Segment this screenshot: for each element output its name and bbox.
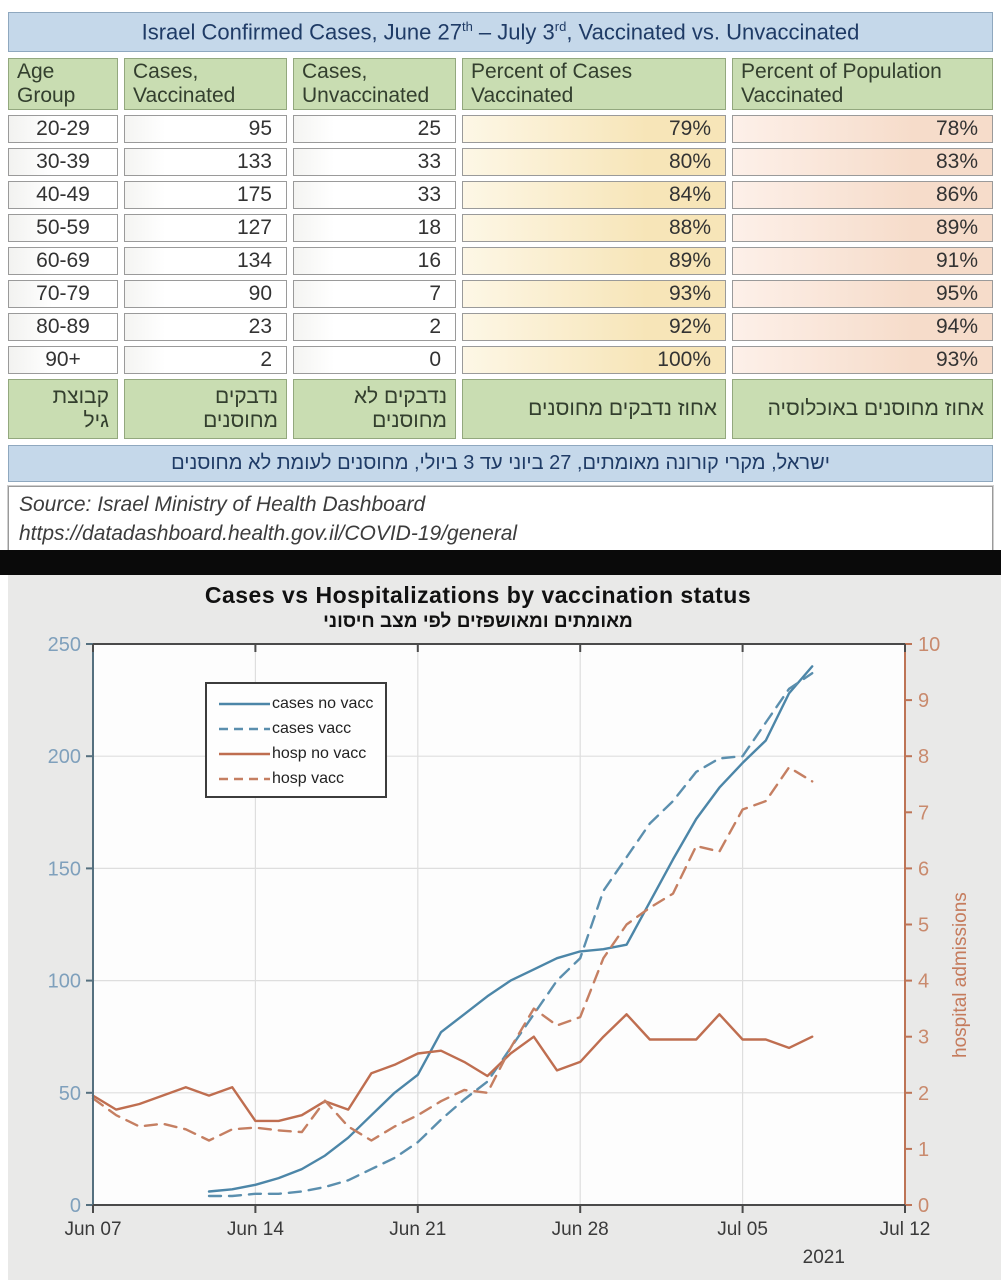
right-tick-label: 2 — [918, 1082, 930, 1105]
chart-subtitle-hebrew: מאומתים ומאושפזים לפי מצב חיסוני — [323, 611, 633, 632]
legend-line-marker — [217, 698, 272, 710]
cell-cases-unvaccinated: 33 — [293, 148, 456, 176]
x-tick-label: Jul 05 — [717, 1219, 768, 1240]
legend-item-hosp-no-vacc — [217, 741, 373, 766]
left-tick-label: 100 — [47, 970, 81, 993]
cell-pct-population: 89% — [732, 214, 993, 242]
year-label: 2021 — [802, 1247, 845, 1268]
footer-pct-cases-hebrew: אחוז נדבקים מחוסנים — [462, 379, 726, 439]
right-tick-label: 9 — [918, 690, 930, 713]
footer-age-group-hebrew: קבוצת גיל — [8, 379, 118, 439]
column-header-age-group: Age Group — [8, 58, 118, 110]
left-tick-label: 250 — [47, 634, 81, 656]
cell-pct-population: 94% — [732, 313, 993, 341]
column-header-pct-population-vaccinated: Percent of Population Vaccinated — [732, 58, 993, 110]
table-title-text-2: – July 3 — [472, 19, 555, 45]
table-title-text: Israel Confirmed Cases, June 27 — [141, 19, 462, 45]
right-tick-label: 10 — [918, 634, 941, 656]
cell-cases-vaccinated: 90 — [124, 280, 287, 308]
cell-pct-cases: 100% — [462, 346, 726, 374]
superscript-rd: rd — [554, 19, 567, 34]
cell-age: 80-89 — [8, 313, 118, 341]
chart-panel — [8, 575, 1001, 1280]
right-tick-label: 4 — [918, 970, 930, 993]
cell-cases-unvaccinated: 18 — [293, 214, 456, 242]
cell-pct-cases: 88% — [462, 214, 726, 242]
cell-cases-vaccinated: 133 — [124, 148, 287, 176]
footer-cases-vaccinated-hebrew: נדבקים מחוסנים — [124, 379, 287, 439]
left-tick-label: 0 — [69, 1195, 81, 1217]
cell-pct-cases: 89% — [462, 247, 726, 275]
legend-line-marker — [217, 773, 272, 785]
footer-cases-unvaccinated-hebrew: נדבקים לא מחוסנים — [293, 379, 456, 439]
cell-cases-unvaccinated: 16 — [293, 247, 456, 275]
legend-item-cases-no-vacc — [217, 691, 373, 716]
legend-item-hosp-vacc — [217, 766, 373, 791]
table-grid — [8, 58, 993, 374]
right-tick-label: 0 — [918, 1195, 930, 1217]
x-tick-label: Jun 14 — [226, 1219, 284, 1240]
cell-age: 30-39 — [8, 148, 118, 176]
x-tick-label: Jun 28 — [551, 1219, 609, 1240]
cell-pct-cases: 79% — [462, 115, 726, 143]
cell-cases-unvaccinated: 0 — [293, 346, 456, 374]
cell-cases-vaccinated: 23 — [124, 313, 287, 341]
right-tick-label: 6 — [918, 858, 930, 881]
cell-age: 90+ — [8, 346, 118, 374]
hebrew-caption: ישראל, מקרי קורונה מאומתים, 27 ביוני עד 3 ביולי, מחוסנים לעומת לא מחוסנים — [8, 445, 993, 482]
legend-label: hosp no vacc — [272, 744, 367, 762]
cell-age: 20-29 — [8, 115, 118, 143]
cell-pct-population: 95% — [732, 280, 993, 308]
right-tick-label: 5 — [918, 914, 930, 937]
cell-age: 70-79 — [8, 280, 118, 308]
cell-pct-population: 93% — [732, 346, 993, 374]
cell-cases-vaccinated: 127 — [124, 214, 287, 242]
cell-pct-population: 86% — [732, 181, 993, 209]
legend-item-cases-vacc — [217, 716, 373, 741]
cell-cases-vaccinated: 2 — [124, 346, 287, 374]
column-header-pct-cases-vaccinated: Percent of Cases Vaccinated — [462, 58, 726, 110]
cell-age: 40-49 — [8, 181, 118, 209]
cell-pct-cases: 93% — [462, 280, 726, 308]
cell-age: 50-59 — [8, 214, 118, 242]
column-header-cases-unvaccinated: Cases, Unvaccinated — [293, 58, 456, 110]
table-title-text-3: , Vaccinated vs. Unvaccinated — [566, 19, 860, 45]
chart-title: Cases vs Hospitalizations by vaccination status — [204, 582, 752, 608]
footer-pct-population-hebrew: אחוז מחוסנים באוכלוסיה — [732, 379, 993, 439]
cell-cases-unvaccinated: 7 — [293, 280, 456, 308]
source-box — [8, 486, 993, 553]
cell-pct-cases: 80% — [462, 148, 726, 176]
cell-cases-unvaccinated: 33 — [293, 181, 456, 209]
cell-pct-population: 78% — [732, 115, 993, 143]
cell-age: 60-69 — [8, 247, 118, 275]
covid-table — [8, 12, 993, 553]
separator-bar — [0, 550, 1001, 575]
right-tick-label: 8 — [918, 746, 930, 769]
chart-legend — [205, 682, 387, 798]
cell-pct-population: 91% — [732, 247, 993, 275]
line-chart — [8, 575, 1001, 1280]
cell-pct-cases: 92% — [462, 313, 726, 341]
table-title — [8, 12, 993, 52]
x-tick-label: Jul 12 — [879, 1219, 931, 1240]
left-tick-label: 50 — [58, 1082, 81, 1105]
right-tick-label: 1 — [918, 1138, 930, 1161]
left-tick-label: 200 — [47, 746, 81, 769]
x-tick-label: Jun 07 — [64, 1219, 122, 1240]
legend-label: hosp vacc — [272, 769, 345, 787]
legend-line-marker — [217, 748, 272, 760]
right-axis-label: hospital admissions — [950, 892, 971, 1058]
cell-pct-population: 83% — [732, 148, 993, 176]
table-footer-grid — [8, 379, 993, 439]
superscript-th: th — [461, 19, 473, 34]
x-tick-label: Jun 21 — [389, 1219, 447, 1240]
cell-cases-unvaccinated: 25 — [293, 115, 456, 143]
source-url: https://datadashboard.health.gov.il/COVID-19/general — [19, 521, 518, 545]
right-tick-label: 3 — [918, 1026, 930, 1049]
legend-label: cases no vacc — [272, 694, 374, 712]
legend-line-marker — [217, 723, 272, 735]
cell-cases-unvaccinated: 2 — [293, 313, 456, 341]
cell-pct-cases: 84% — [462, 181, 726, 209]
source-line: Source: Israel Ministry of Health Dashboard — [19, 493, 426, 517]
left-tick-label: 150 — [47, 858, 81, 881]
cell-cases-vaccinated: 175 — [124, 181, 287, 209]
cell-cases-vaccinated: 134 — [124, 247, 287, 275]
legend-label: cases vacc — [272, 719, 352, 737]
column-header-cases-vaccinated: Cases, Vaccinated — [124, 58, 287, 110]
right-tick-label: 7 — [918, 802, 930, 825]
cell-cases-vaccinated: 95 — [124, 115, 287, 143]
